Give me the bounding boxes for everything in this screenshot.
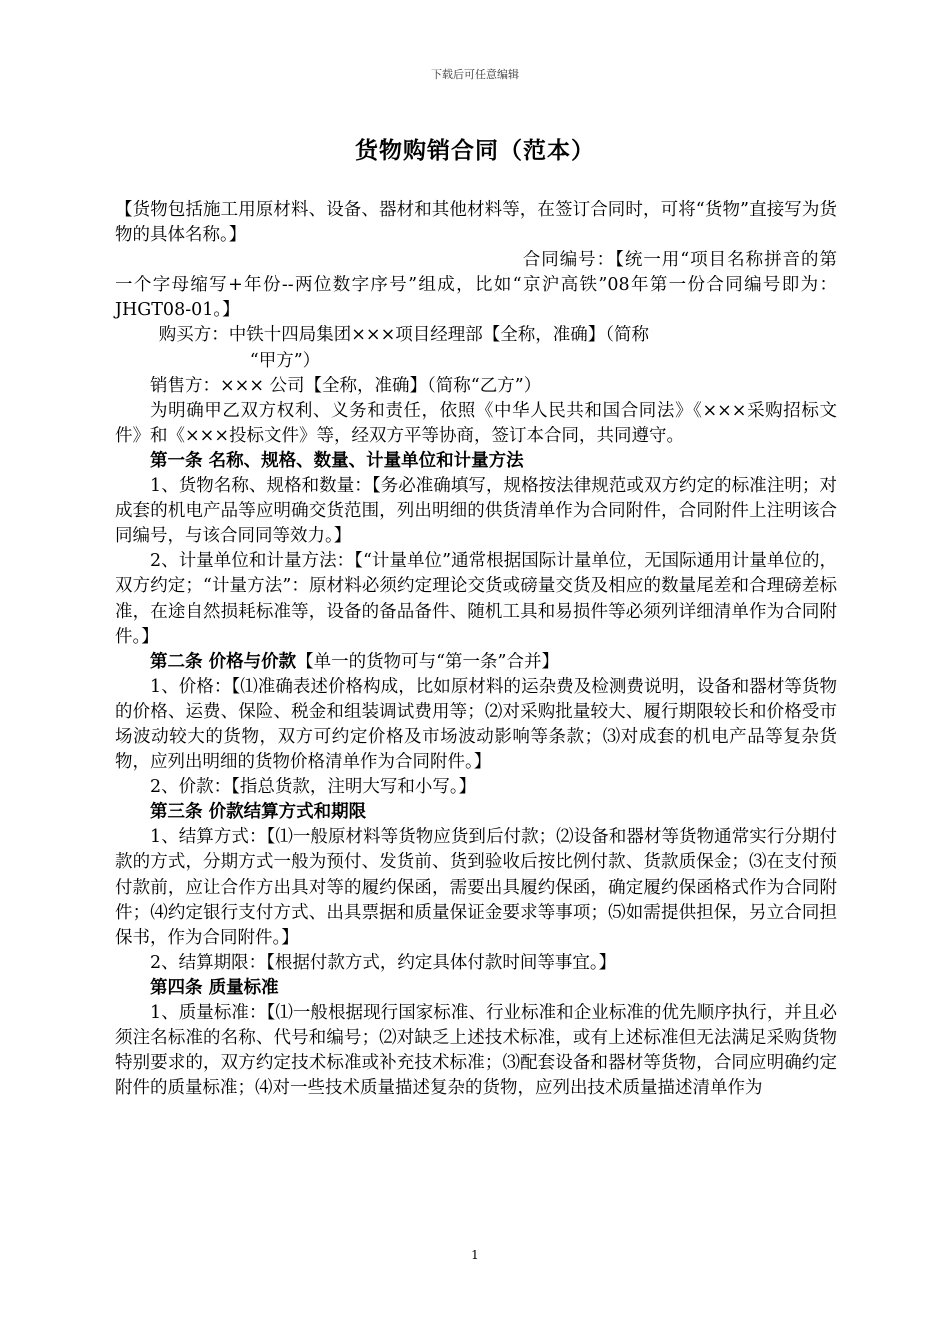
purpose-paragraph: 为明确甲乙双方权利、义务和责任，依照《中华人民共和国合同法》《×××采购招标文件》和《×××投标文件》等，经双方平等协商，签订本合同，共同遵守。 [115,400,837,446]
document-body [115,198,837,1101]
page-number: 1 [471,1248,479,1262]
article-2-heading: 第二条 价格与价款 [150,651,297,672]
article-2-item-1: 1、价格：【⑴准确表述价格构成，比如原材料的运杂费及检测费说明，设备和器材等货物的价格、运费、保险、税金和组装调试费用等；⑵对采购批量较大、履行期限较长和价格受市场波动较大的货物，双方可约定价格及市场波动影响等条款；⑶对成套的机电产品等复杂货物，应列出明细的货物价格清单作为合同附件。】 [115,676,837,773]
article-1-item-1: 1、货物名称、规格和数量：【务必准确填写，规格按法律规范或双方约定的标准注明；对成套的机电产品等应明确交货范围，列出明细的供货清单作为合同附件，合同附件上注明该合同编号，与该合同同等效力。】 [115,476,837,547]
article-4-heading: 第四条 质量标准 [150,977,279,998]
article-2-heading-line [115,650,837,675]
article-1-heading: 第一条 名称、规格、数量、计量单位和计量方法 [150,450,524,471]
article-2-heading-note: 【单一的货物可与“第一条”合并】 [296,651,559,672]
article-4-item-1: 1、质量标准：【⑴一般根据现行国家标准、行业标准和企业标准的优先顺序执行，并且必须注名标准的名称、代号和编号；⑵对缺乏上述技术标准，或有上述标准但无法满足采购货物特别要求的，双方约定技术标准或补充技术标准；⑶配套设备和器材等货物，合同应明确约定附件的质量标准；⑷对一些技术质量描述复杂的货物，应列出技术质量描述清单作为 [115,1003,837,1099]
header-note: 下载后可任意编辑 [431,68,519,81]
article-2-item-2: 2、价款：【指总货款，注明大写和小写。】 [150,777,477,798]
article-3-heading: 第三条 价款结算方式和期限 [150,802,367,823]
article-3-item-1: 1、结算方式：【⑴一般原材料等货物应货到后付款；⑵设备和器材等货物通常实行分期付款的方式，分期方式一般为预付、发货前、货到验收后按比例付款、货款质保金；⑶在支付预付款前，应让合作方出具对等的履约保函，需要出具履约保函，确定履约保函格式作为合同附件；⑷约定银行支付方式、出具票据和质量保证金要求等事项；⑸如需提供担保，另立合同担保书，作为合同附件。】 [115,827,837,948]
seller-paragraph: 销售方：××× 公司【全称，准确】（简称“乙方”） [150,375,542,396]
contract-number-paragraph: 合同编号：【统一用“项目名称拼音的第一个字母缩写+年份--两位数字序号”组成，比如“京沪高铁”08年第一份合同编号即为：JHGT08-01。】 [115,250,837,321]
article-1-item-2: 2、计量单位和计量方法：【“计量单位”通常根据国际计量单位，无国际通用计量单位的，双方约定；“计量方法”：原材料必须约定理论交货或磅量交货及相应的数量尾差和合理磅差标准，在途自然损耗标准等，设备的备品备件、随机工具和易损件等必须列详细清单作为合同附件。】 [115,551,837,647]
document-title: 货物购销合同（范本） [355,138,595,164]
buyer-paragraph-continued: “甲方”） [249,350,321,371]
article-3-item-2: 2、结算期限：【根据付款方式，约定具体付款时间等事宜。】 [150,952,617,973]
intro-paragraph: 【货物包括施工用原材料、设备、器材和其他材料等，在签订合同时，可将“货物”直接写为货物的具体名称。】 [115,200,837,246]
buyer-paragraph: 购买方：中铁十四局集团×××项目经理部【全称，准确】（简称 [158,325,649,346]
